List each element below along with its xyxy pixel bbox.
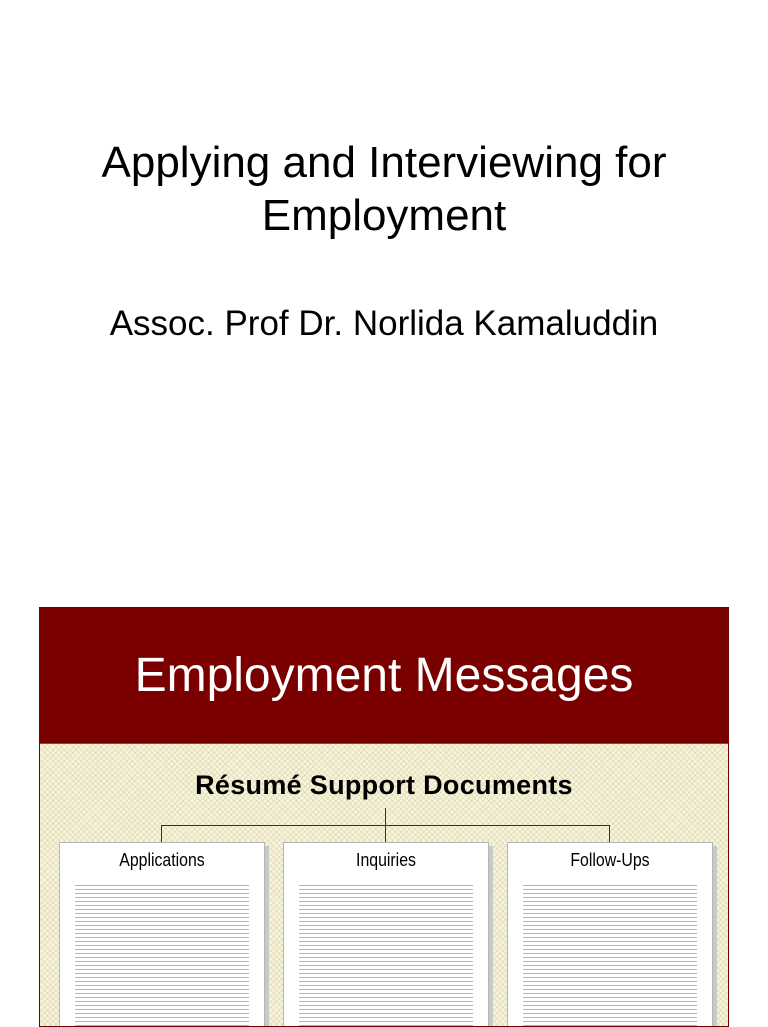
- author-name: Assoc. Prof Dr. Norlida Kamaluddin: [109, 304, 659, 343]
- documents-heading: Résumé Support Documents: [195, 770, 573, 800]
- slide-title-line-1: Applying and Interviewing for: [101, 138, 667, 187]
- employment-messages-slide: [39, 607, 729, 1027]
- document-label: Applications: [119, 850, 205, 870]
- connector-left: [161, 825, 162, 842]
- slide-title-line-2: Employment: [261, 191, 507, 240]
- document-card-follow-ups: [507, 842, 713, 1027]
- connector-right: [609, 825, 610, 842]
- document-card-inquiries: [283, 842, 489, 1027]
- document-label: Follow-Ups: [570, 850, 650, 870]
- document-label: Inquiries: [356, 850, 416, 870]
- slide-title: [40, 136, 728, 242]
- ruled-lines: [299, 885, 473, 1027]
- document-card-applications: [59, 842, 265, 1027]
- ruled-lines: [75, 885, 249, 1027]
- slide-header-band: [40, 608, 728, 744]
- ruled-lines: [523, 885, 697, 1027]
- slide-header-title: Employment Messages: [134, 649, 634, 702]
- connector-bar: [161, 825, 609, 826]
